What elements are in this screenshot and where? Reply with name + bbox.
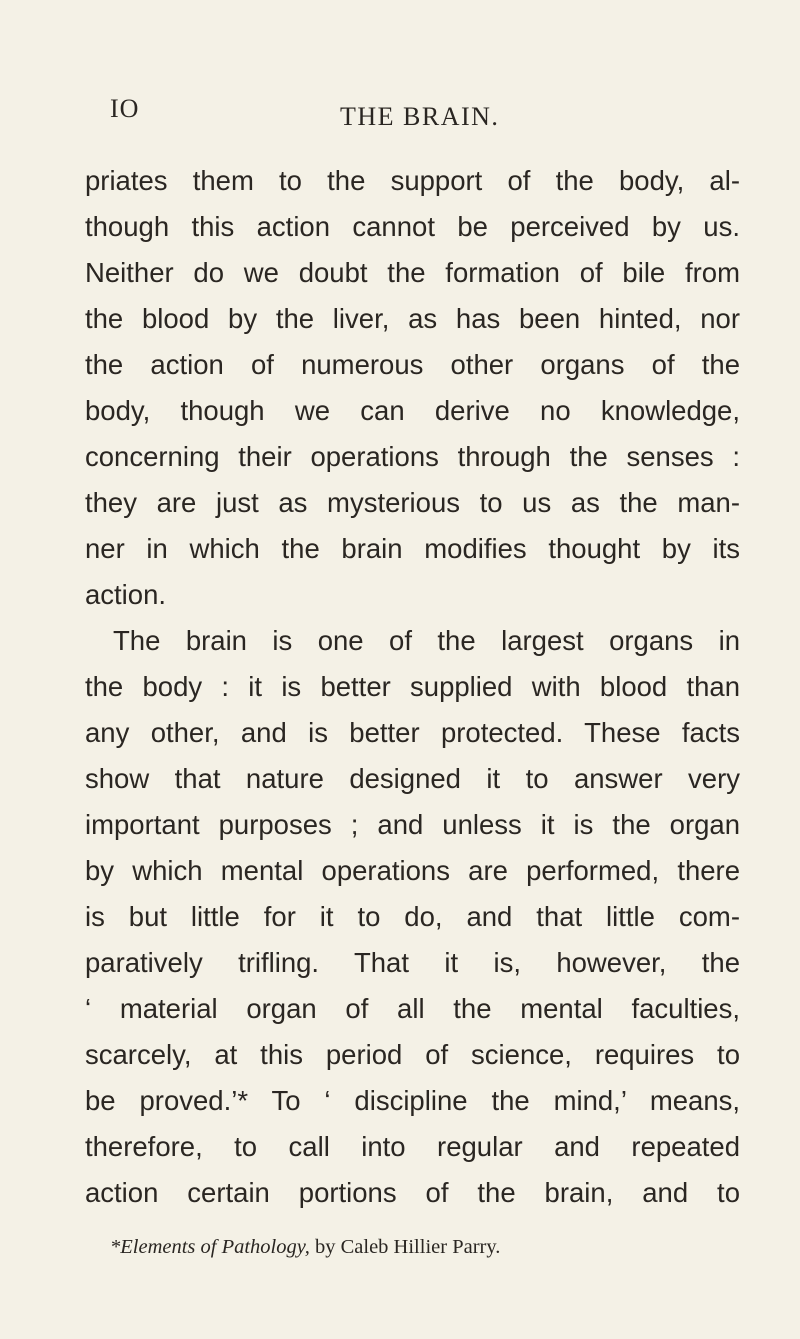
footnote-title: *Elements of Pathology, — [110, 1236, 310, 1258]
text-line: is but little for it to do, and that little com- — [85, 901, 740, 932]
page-number: IO — [110, 94, 140, 123]
text-line: therefore, to call into regular and repeated — [85, 1131, 740, 1162]
text-line: they are just as mysterious to us as the man- — [85, 487, 740, 518]
text-line: scarcely, at this period of science, requires to — [85, 1039, 740, 1070]
body-text — [85, 158, 740, 1216]
text-line: Neither do we doubt the formation of bile from — [85, 257, 740, 288]
text-line: action certain portions of the brain, and to — [85, 1177, 740, 1208]
text-line: though this action cannot be perceived by us. — [85, 211, 740, 242]
text-line: by which mental operations are performed, there — [85, 855, 740, 886]
text-line: body, though we can derive no knowledge, — [85, 395, 740, 426]
text-line: priates them to the support of the body, al- — [85, 165, 740, 196]
text-line: ner in which the brain modifies thought by its — [85, 533, 740, 564]
text-line: the action of numerous other organs of the — [85, 349, 740, 380]
text-line: any other, and is better protected. These facts — [85, 717, 740, 748]
text-line: action. — [85, 579, 167, 610]
text-line: be proved.’* To ‘ discipline the mind,’ means, — [85, 1085, 740, 1116]
text-line: The brain is one of the largest organs in — [113, 625, 740, 656]
text-line: ‘ material organ of all the mental faculties, — [85, 993, 740, 1024]
footnote-author: by Caleb Hillier Parry. — [309, 1236, 501, 1258]
text-line: the body : it is better supplied with blood than — [85, 671, 740, 702]
text-line: concerning their operations through the senses : — [85, 441, 740, 472]
running-title: THE BRAIN. — [340, 102, 500, 131]
text-line: important purposes ; and unless it is the organ — [85, 809, 740, 840]
footnote — [110, 1236, 500, 1259]
text-line: show that nature designed it to answer very — [85, 763, 740, 794]
text-line: paratively trifling. That it is, however, the — [85, 947, 740, 978]
text-line: the blood by the liver, as has been hinted, nor — [85, 303, 740, 334]
